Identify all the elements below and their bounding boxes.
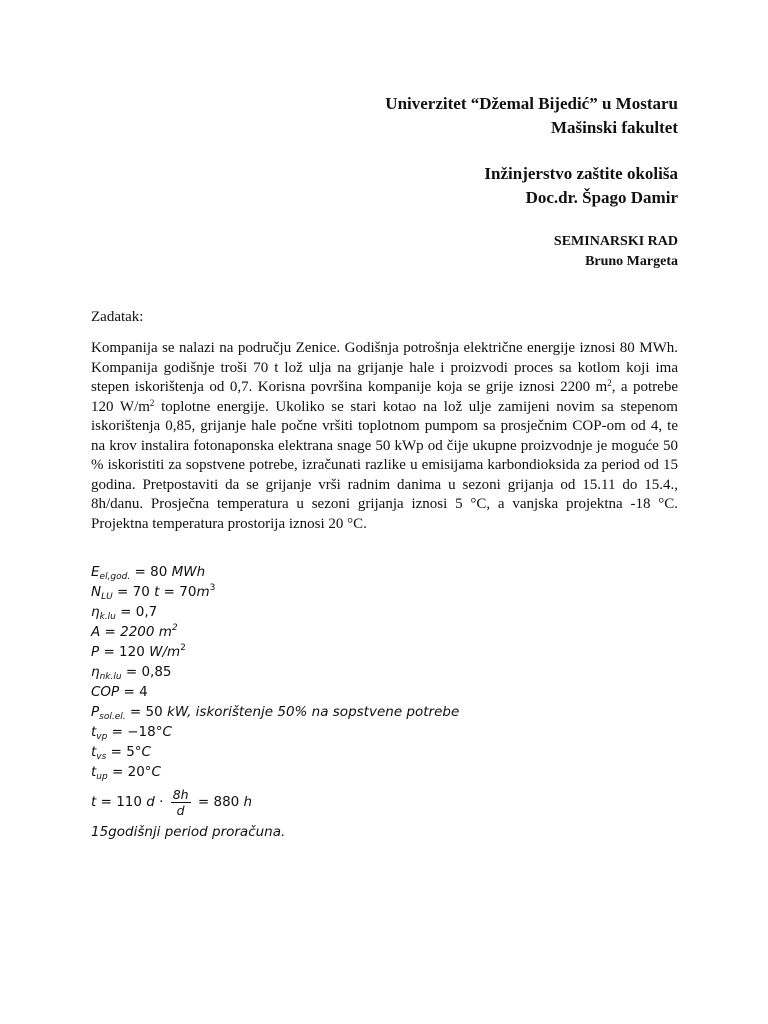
faculty-name: Mašinski fakultet (550, 118, 678, 137)
university-name: Univerzitet “Džemal Bijedić” u Mostaru (385, 94, 678, 113)
given-row-design-outdoor-temp: $t_{vp} = -18^\circ C$ (91, 724, 172, 742)
task-text-1: Kompanija se nalazi na području Zenice. Godišnja potrošnja električne energije iznosi 80 MWh. Kompanija godišnje troši 70 t lož ulja na grijanje hale i proizvodi proces sa kotlom koji ima stepen iskorištenja od 0,7. Korisna površina kompanije koja se grije iznosi 2200 m (91, 340, 678, 395)
task-superscript-2: 2 (149, 397, 155, 408)
given-row-heat-demand: P = 120 $W/m^2$ (91, 643, 186, 660)
given-row-season-avg-temp: $t_{vs} = 5^\circ C$ (91, 744, 151, 762)
given-row-oil: $N_{LU} = 70$ $t = 70m^3$ (91, 583, 216, 602)
given-row-electricity: $E_{el,god.} = 80$ MWh (91, 564, 206, 582)
given-row-indoor-temp: $t_{up} = 20^\circ C$ (91, 764, 161, 782)
title-block (385, 92, 678, 272)
given-row-heating-hours: t = 110 d · $\frac{8h}{d}$ = 880 h (91, 786, 253, 818)
document-type: SEMINARSKI RAD (553, 234, 678, 249)
calculation-period-note: 15godišnji period proračuna. (91, 824, 286, 840)
professor-name: Doc.dr. Špago Damir (525, 188, 678, 207)
author-name: Bruno Margeta (585, 254, 678, 269)
given-row-solar-power: $P_{sol.el.} = 50$ kW, iskorištenje 50% na sopstvene potrebe (91, 704, 460, 722)
given-row-area: A = 2200 $m^2$ (91, 623, 178, 640)
task-label: Zadatak: (91, 309, 144, 325)
hours-per-day-fraction: $\frac{8h}{d}$ (172, 786, 189, 818)
course-name: Inžinjerstvo zaštite okoliša (484, 164, 678, 183)
given-row-new-boiler-efficiency: $\eta_{nk.lu} = 0,85$ (91, 664, 172, 682)
given-values-list (91, 562, 459, 842)
task-text-2: , a potrebe 120 W/m (91, 379, 678, 415)
given-row-cop: COP = 4 (91, 684, 148, 700)
given-row-old-boiler-efficiency: $\eta_{k.lu} = 0,7$ (91, 604, 158, 622)
task-paragraph (91, 339, 678, 534)
task-text-3: toplotne energije. Ukoliko se stari kotao na lož ulje zamijeni novim sa stepenom iskorištenja 0,85, grijanje hale počne vršiti toplotnom pumpom sa prosječnim COP-om od 4, te na krov instalira fotonaponska elektrana snage 50 kWp od čije ukupne proizvodnje je moguće 50 % iskoristiti za sopstvene potrebe, izračunati razlike u emisijama karbondioksida za period od 15 godina. Pretpostaviti da se grijanje vrši radnim danima u sezoni grijanja od 15.11 do 15.4., 8h/danu. Prosječna temperatura u sezoni grijanja iznosi 5 °C, a vanjska projektna -18 °C. Projektna temperatura prostorija iznosi 20 °C. (91, 398, 678, 532)
task-superscript-1: 2 (607, 378, 612, 388)
